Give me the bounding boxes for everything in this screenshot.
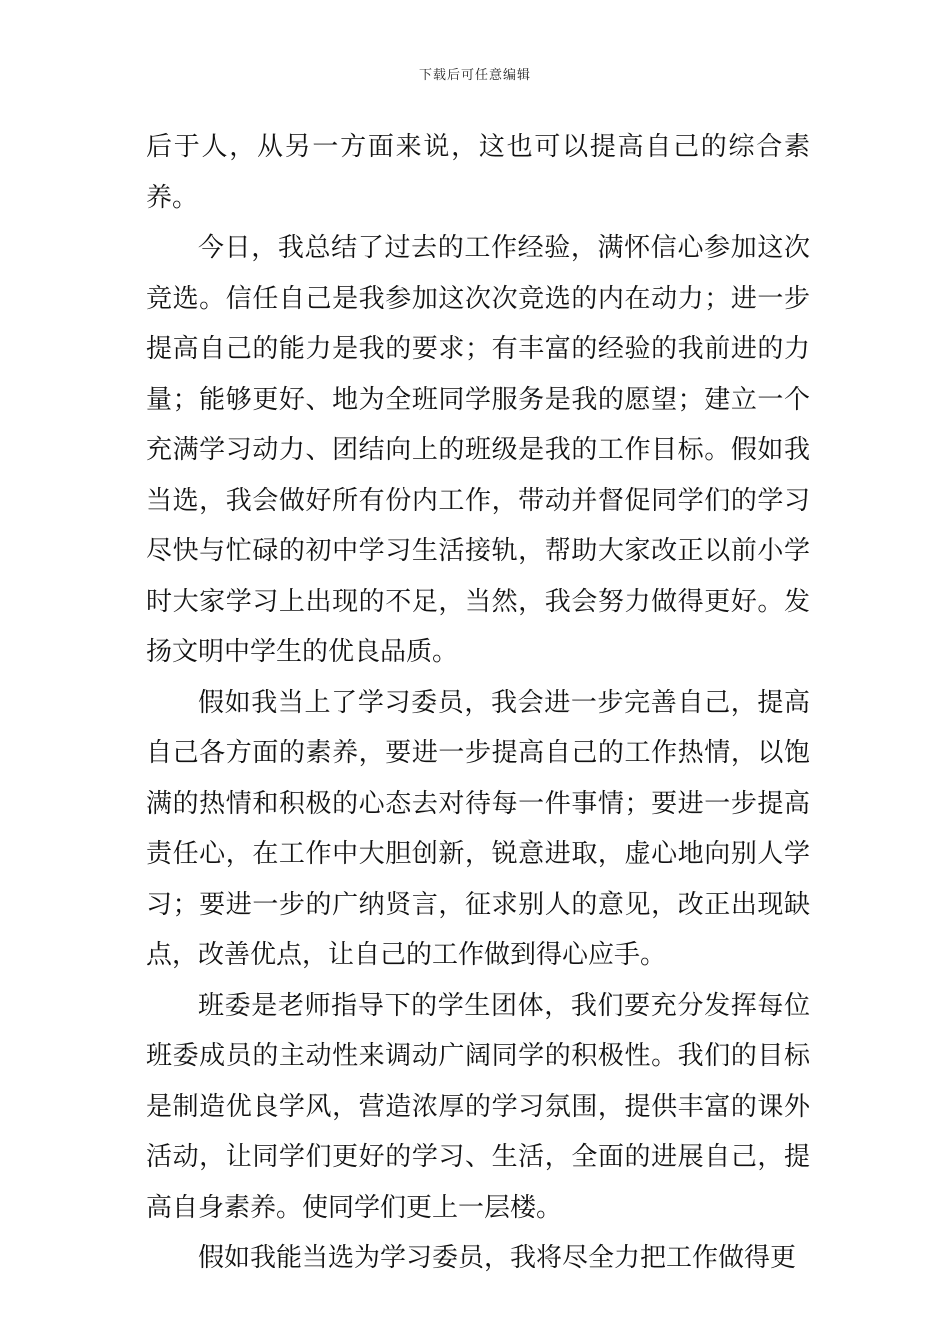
page-header-note: 下载后可任意编辑: [418, 68, 531, 83]
paragraph-2: 今日，我总结了过去的工作经验，满怀信心参加这次竞选。信任自己是我参加这次次竞选的内在动力；进一步提高自己的能力是我的要求；有丰富的经验的我前进的力量；能够更好、地为全班同学服务是我的愿望；建立一个充满学习动力、团结向上的班级是我的工作目标。假如我当选，我会做好所有份内工作，带动并督促同学们的学习尽快与忙碌的初中学习生活接轨，帮助大家改正以前小学时大家学习上出现的不足，当然，我会努力做得更好。发扬文明中学生的优良品质。: [146, 233, 810, 667]
paragraph-1: 后于人，从另一方面来说，这也可以提高自己的综合素养。: [146, 132, 810, 213]
paragraph-5: 假如我能当选为学习委员，我将尽全力把工作做得更: [198, 1243, 797, 1273]
document-body: [146, 122, 810, 1284]
paragraph-4: 班委是老师指导下的学生团体，我们要充分发挥每位班委成员的主动性来调动广阔同学的积极性。我们的目标是制造优良学风，营造浓厚的学习氛围，提供丰富的课外活动，让同学们更好的学习、生活，全面的进展自己，提高自身素养。使同学们更上一层楼。: [146, 990, 810, 1223]
paragraph-3: 假如我当上了学习委员，我会进一步完善自己，提高自己各方面的素养，要进一步提高自己的工作热情，以饱满的热情和积极的心态去对待每一件事情；要进一步提高责任心，在工作中大胆创新，锐意进取，虚心地向别人学习；要进一步的广纳贤言，征求别人的意见，改正出现缺点，改善优点，让自己的工作做到得心应手。: [146, 687, 810, 970]
